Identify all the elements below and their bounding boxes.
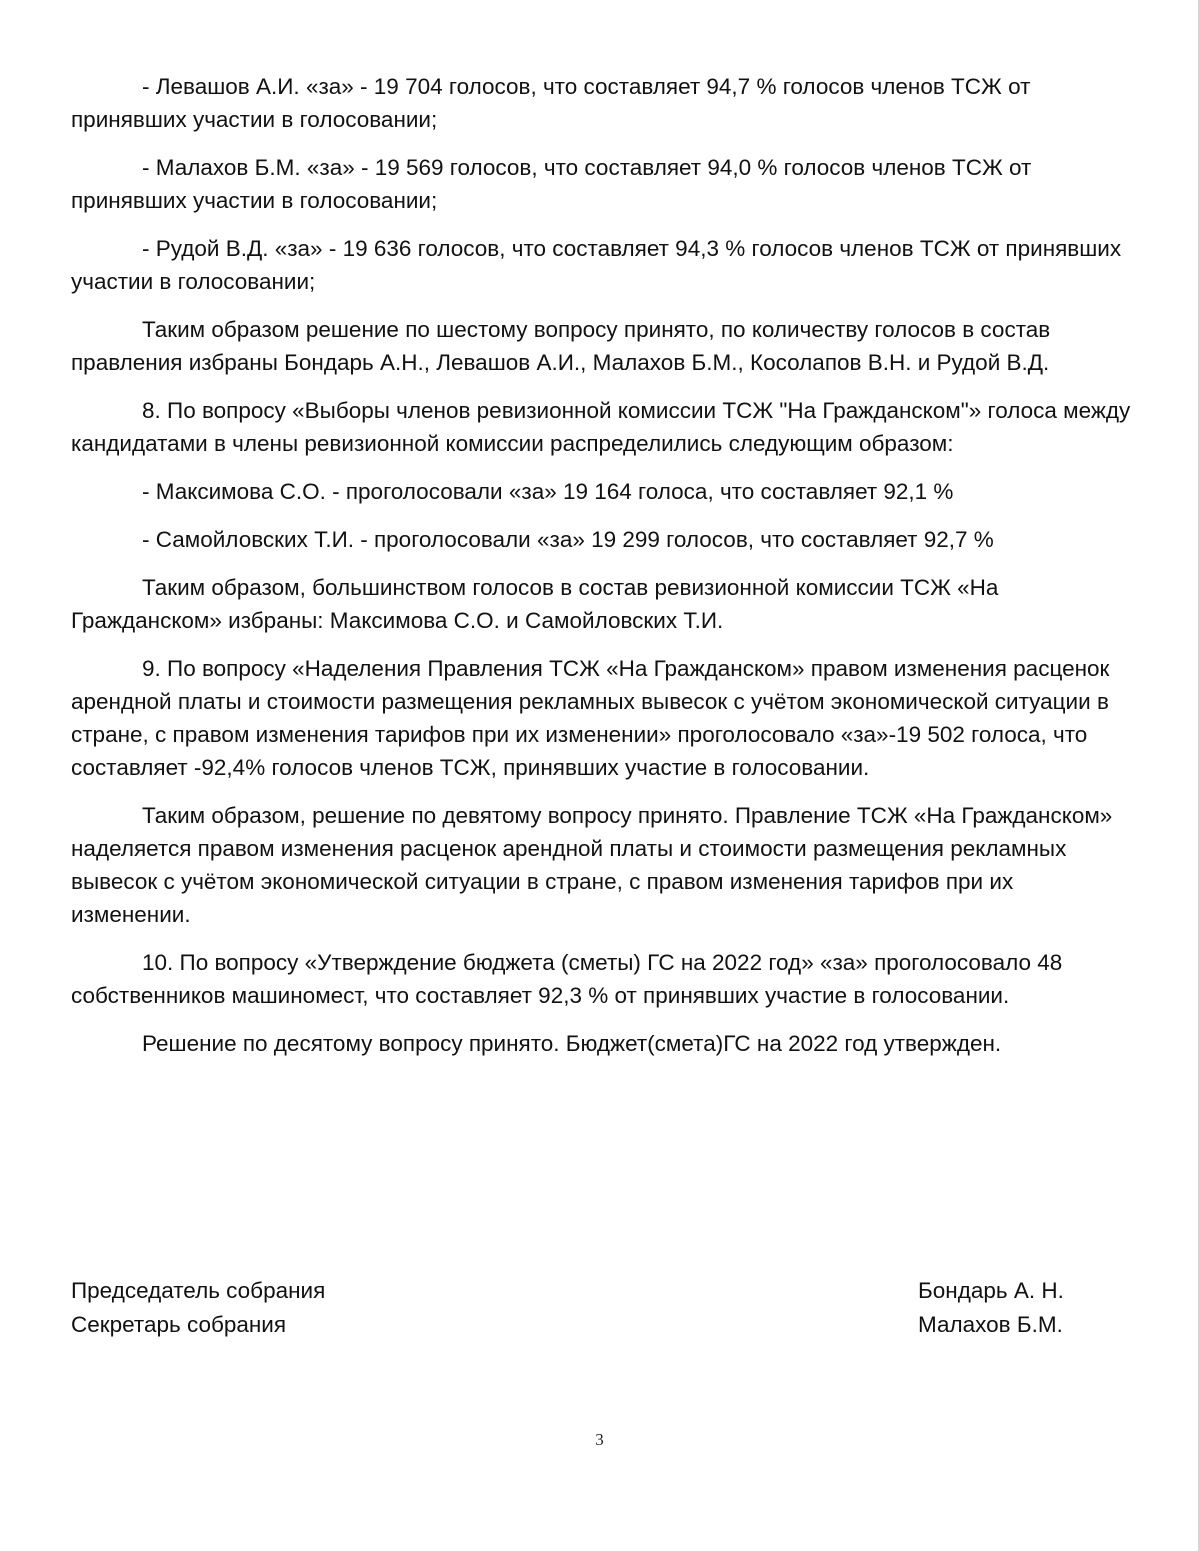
- signature-row-chairman: [71, 1274, 1083, 1308]
- page-number: 3: [595, 1430, 604, 1449]
- secretary-role: Секретарь собрания: [71, 1312, 287, 1337]
- chairman-name: Бондарь А. Н.: [918, 1278, 1064, 1303]
- paragraph-question-9: 9. По вопросу «Наделения Правления ТСЖ «На Гражданском» правом изменения расценок арендной платы и стоимости размещения рекламных вывесок с учётом экономической ситуации в стране, с правом изменения тарифов при их изменении» проголосовало «за»-19 502 голоса, что составляет -92,4% голосов членов ТСЖ, принявших участие в голосовании.: [71, 656, 1110, 780]
- document-body: [71, 70, 1133, 1075]
- paragraph-vote-samoylovskikh: - Самойловских Т.И. - проголосовали «за» 19 299 голосов, что составляет 92,7 %: [142, 527, 994, 552]
- signature-row-secretary: [71, 1308, 1083, 1342]
- paragraph-vote-rudoy: - Рудой В.Д. «за» - 19 636 голосов, что составляет 94,3 % голосов членов ТСЖ от принявших участии в голосовании;: [71, 236, 1122, 294]
- signature-block: [71, 1274, 1083, 1342]
- paragraph-vote-maksimova: - Максимова С.О. - проголосовали «за» 19 164 голоса, что составляет 92,1 %: [142, 479, 954, 504]
- paragraph-vote-malakhov: - Малахов Б.М. «за» - 19 569 голосов, что составляет 94,0 % голосов членов ТСЖ от принявших участии в голосовании;: [71, 155, 1032, 213]
- secretary-name: Малахов Б.М.: [918, 1312, 1063, 1337]
- paragraph-decision-question-6: Таким образом решение по шестому вопросу принято, по количеству голосов в состав правления избраны Бондарь А.Н., Левашов А.И., Малахов Б.М., Косолапов В.Н. и Рудой В.Д.: [71, 317, 1051, 375]
- paragraph-vote-levashov: - Левашов А.И. «за» - 19 704 голосов, что составляет 94,7 % голосов членов ТСЖ от принявших участии в голосовании;: [71, 74, 1031, 132]
- chairman-role: Председатель собрания: [71, 1278, 326, 1303]
- paragraph-question-10: 10. По вопросу «Утверждение бюджета (сметы) ГС на 2022 год» «за» проголосовало 48 собственников машиномест, что составляет 92,3 % от принявших участие в голосовании.: [71, 950, 1063, 1008]
- paragraph-decision-question-10: Решение по десятому вопросу принято. Бюджет(смета)ГС на 2022 год утвержден.: [142, 1031, 1002, 1056]
- paragraph-decision-question-8: Таким образом, большинством голосов в состав ревизионной комиссии ТСЖ «На Гражданском» избраны: Максимова С.О. и Самойловских Т.И.: [71, 575, 999, 633]
- paragraph-decision-question-9: Таким образом, решение по девятому вопросу принято. Правление ТСЖ «На Гражданском» наделяется правом изменения расценок арендной платы и стоимости размещения рекламных вывесок с учётом экономической ситуации в стране, с правом изменения тарифов при их изменении.: [71, 803, 1113, 927]
- paragraph-question-8: 8. По вопросу «Выборы членов ревизионной комиссии ТСЖ "На Гражданском"» голоса между кандидатами в члены ревизионной комиссии распределились следующим образом:: [71, 398, 1131, 456]
